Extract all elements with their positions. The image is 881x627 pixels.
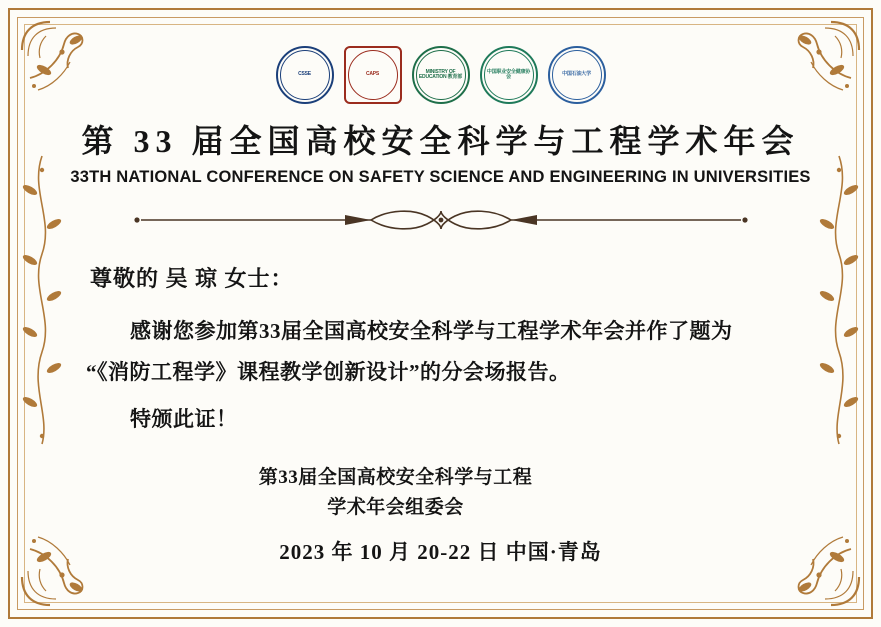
ornamental-divider-icon: [121, 205, 761, 235]
special-note-text: 特颁此证！: [130, 406, 238, 431]
university-logo: [548, 46, 606, 104]
china-osh-logo: [480, 46, 538, 104]
ministry-of-education-logo: [412, 46, 470, 104]
salutation: 尊敬的 吴 琼 女士：: [90, 266, 294, 291]
china-osh-logo-label: 中国职业安全健康协会: [486, 68, 531, 80]
university-logo-label: 中国石油大学: [562, 71, 591, 78]
signature-line-1: 第33届全国高校安全科学与工程: [258, 466, 533, 488]
citation-paragraph-line-2: “《消防工程学》课程教学创新设计”的分会场报告。: [86, 359, 571, 384]
signature-line-2: 学术年会组委会: [327, 496, 464, 518]
certificate-body: [86, 262, 795, 523]
csse-logo-label: CSSE: [298, 71, 311, 78]
csse-logo: [276, 46, 334, 104]
organizer-logos: [60, 44, 821, 106]
signature-block: [86, 463, 795, 524]
citation-line-1-text: 感谢您参加第33届全国高校安全科学与工程学术年会并作了题为: [130, 319, 733, 343]
ministry-of-education-logo-label: MINISTRY OF EDUCATION 教育部: [418, 68, 463, 80]
certificate-header: [60, 44, 821, 235]
special-note: [86, 403, 795, 433]
conference-title-chinese: 第 33 届全国高校安全科学与工程学术年会: [81, 123, 800, 159]
date-and-location: 2023 年 10 月 20-22 日 中国·青岛: [279, 540, 602, 564]
conference-title-english: 33TH NATIONAL CONFERENCE ON SAFETY SCIENCE AND ENGINEERING IN UNIVERSITIES: [70, 168, 811, 186]
caps-logo: [344, 46, 402, 104]
citation-paragraph-line-1: [86, 313, 795, 350]
caps-logo-label: CAPS: [365, 71, 380, 78]
